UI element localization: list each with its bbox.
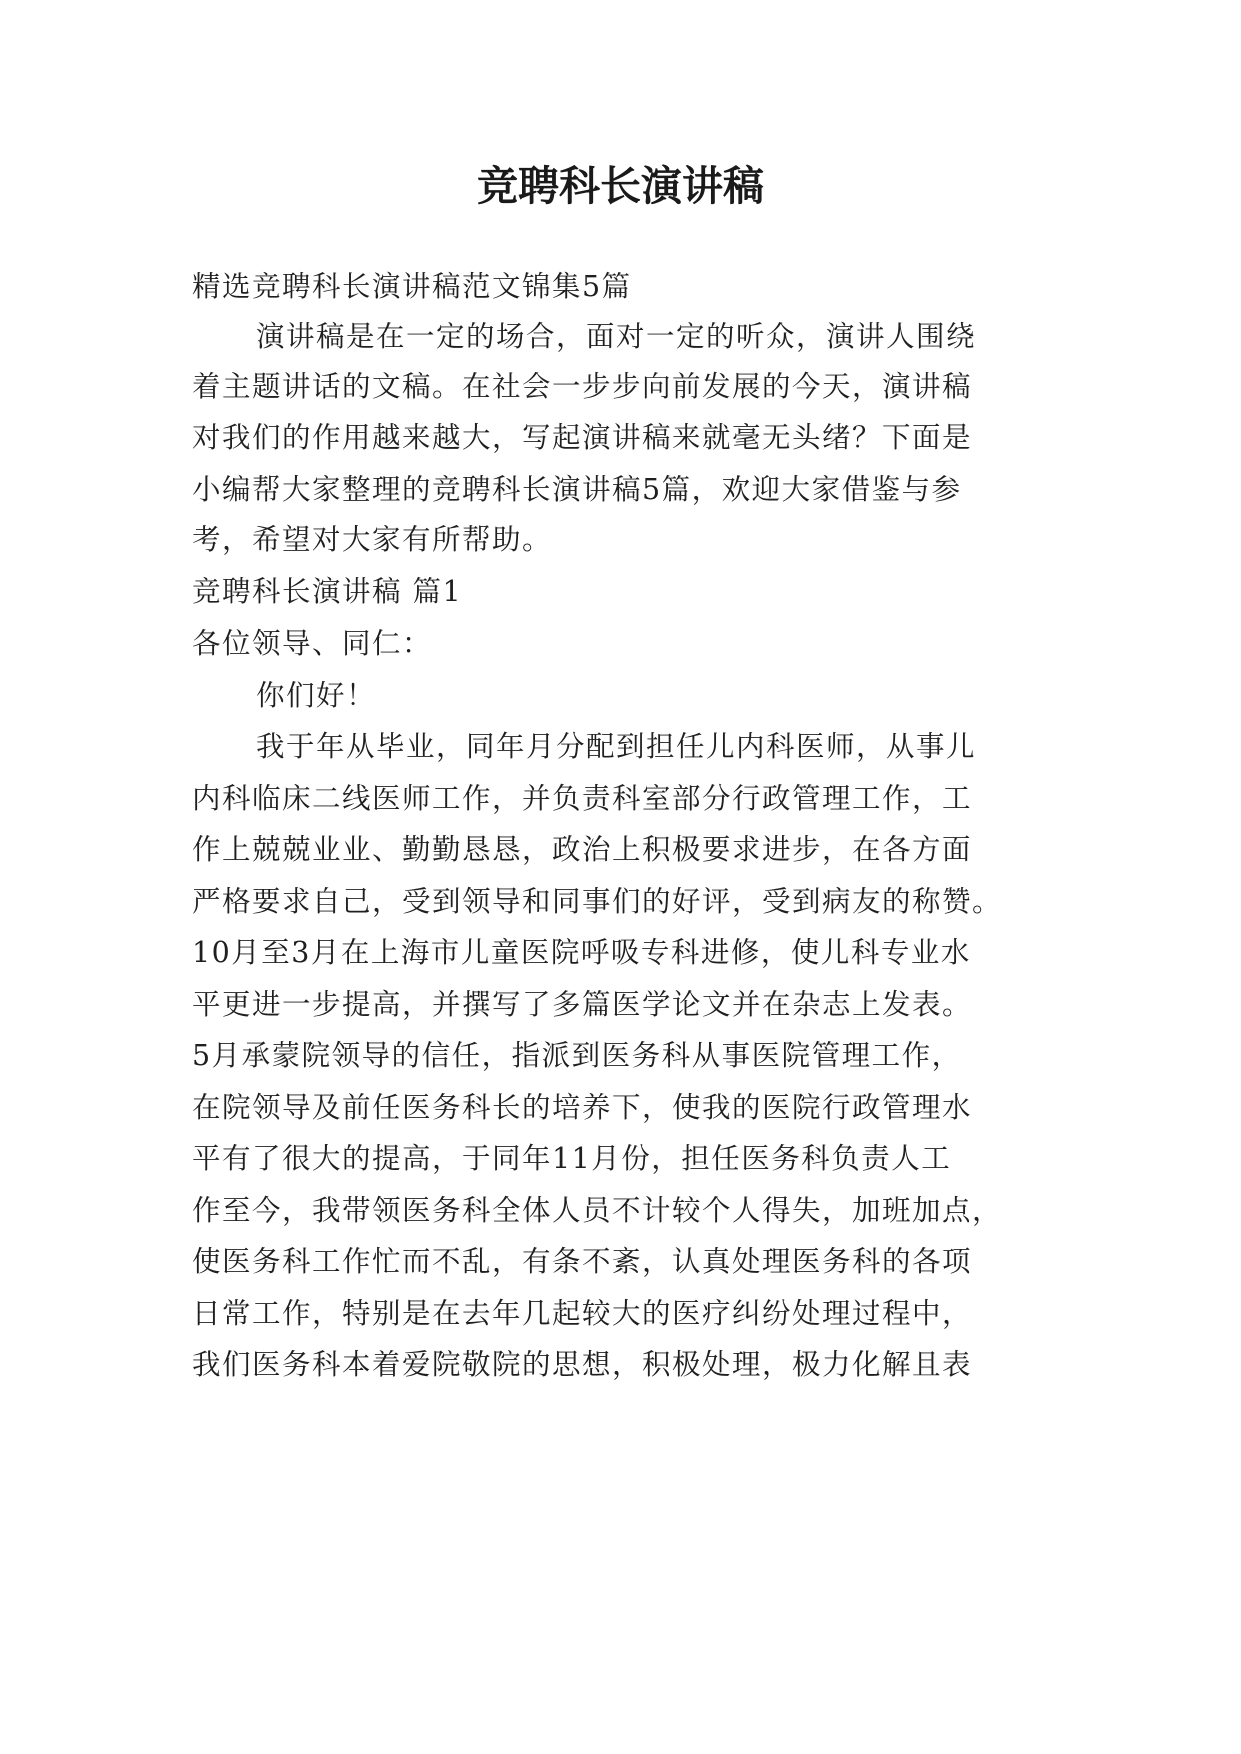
salutation: 各位领导、同仁： bbox=[192, 627, 433, 660]
section-heading: 竞聘科长演讲稿 篇1 bbox=[192, 575, 463, 608]
intro-line-1: 演讲稿是在一定的场合，面对一定的听众，演讲人围绕 bbox=[256, 320, 977, 353]
intro-line-4: 小编帮大家整理的竞聘科长演讲稿5篇，欢迎大家借鉴与参 bbox=[192, 473, 962, 506]
body-line-11: 使医务科工作忙而不乱，有条不紊，认真处理医务科的各项 bbox=[192, 1245, 973, 1278]
body-line-13: 我们医务科本着爱院敬院的思想，积极处理，极力化解且表 bbox=[192, 1348, 973, 1381]
body-line-5: 10月至3月在上海市儿童医院呼吸专科进修，使儿科专业水 bbox=[192, 936, 971, 969]
body-line-8: 在院领导及前任医务科长的培养下，使我的医院行政管理水 bbox=[192, 1091, 973, 1124]
body-line-3: 作上兢兢业业、勤勤恳恳，政治上积极要求进步，在各方面 bbox=[192, 833, 973, 866]
body-line-4: 严格要求自己，受到领导和同事们的好评，受到病友的称赞。 bbox=[192, 885, 1003, 918]
document-title: 竞聘科长演讲稿 bbox=[477, 162, 764, 210]
intro-line-2: 着主题讲话的文稿。在社会一步步向前发展的今天，演讲稿 bbox=[192, 370, 973, 403]
body-line-7: 5月承蒙院领导的信任，指派到医务科从事医院管理工作， bbox=[192, 1039, 962, 1072]
intro-line-3: 对我们的作用越来越大，写起演讲稿来就毫无头绪？下面是 bbox=[192, 421, 973, 454]
intro-line-5: 考，希望对大家有所帮助。 bbox=[192, 523, 553, 556]
body-line-1: 我于年从毕业，同年月分配到担任儿内科医师，从事儿 bbox=[256, 730, 977, 763]
body-line-2: 内科临床二线医师工作，并负责科室部分行政管理工作，工 bbox=[192, 782, 973, 815]
body-line-12: 日常工作，特别是在去年几起较大的医疗纠纷处理过程中， bbox=[192, 1297, 973, 1330]
body-line-6: 平更进一步提高，并撰写了多篇医学论文并在杂志上发表。 bbox=[192, 988, 973, 1021]
greeting: 你们好！ bbox=[256, 679, 377, 712]
body-line-9: 平有了很大的提高，于同年11月份，担任医务科负责人工 bbox=[192, 1142, 952, 1175]
document-subtitle: 精选竞聘科长演讲稿范文锦集5篇 bbox=[192, 270, 632, 303]
body-line-10: 作至今，我带领医务科全体人员不计较个人得失，加班加点， bbox=[192, 1194, 1003, 1227]
